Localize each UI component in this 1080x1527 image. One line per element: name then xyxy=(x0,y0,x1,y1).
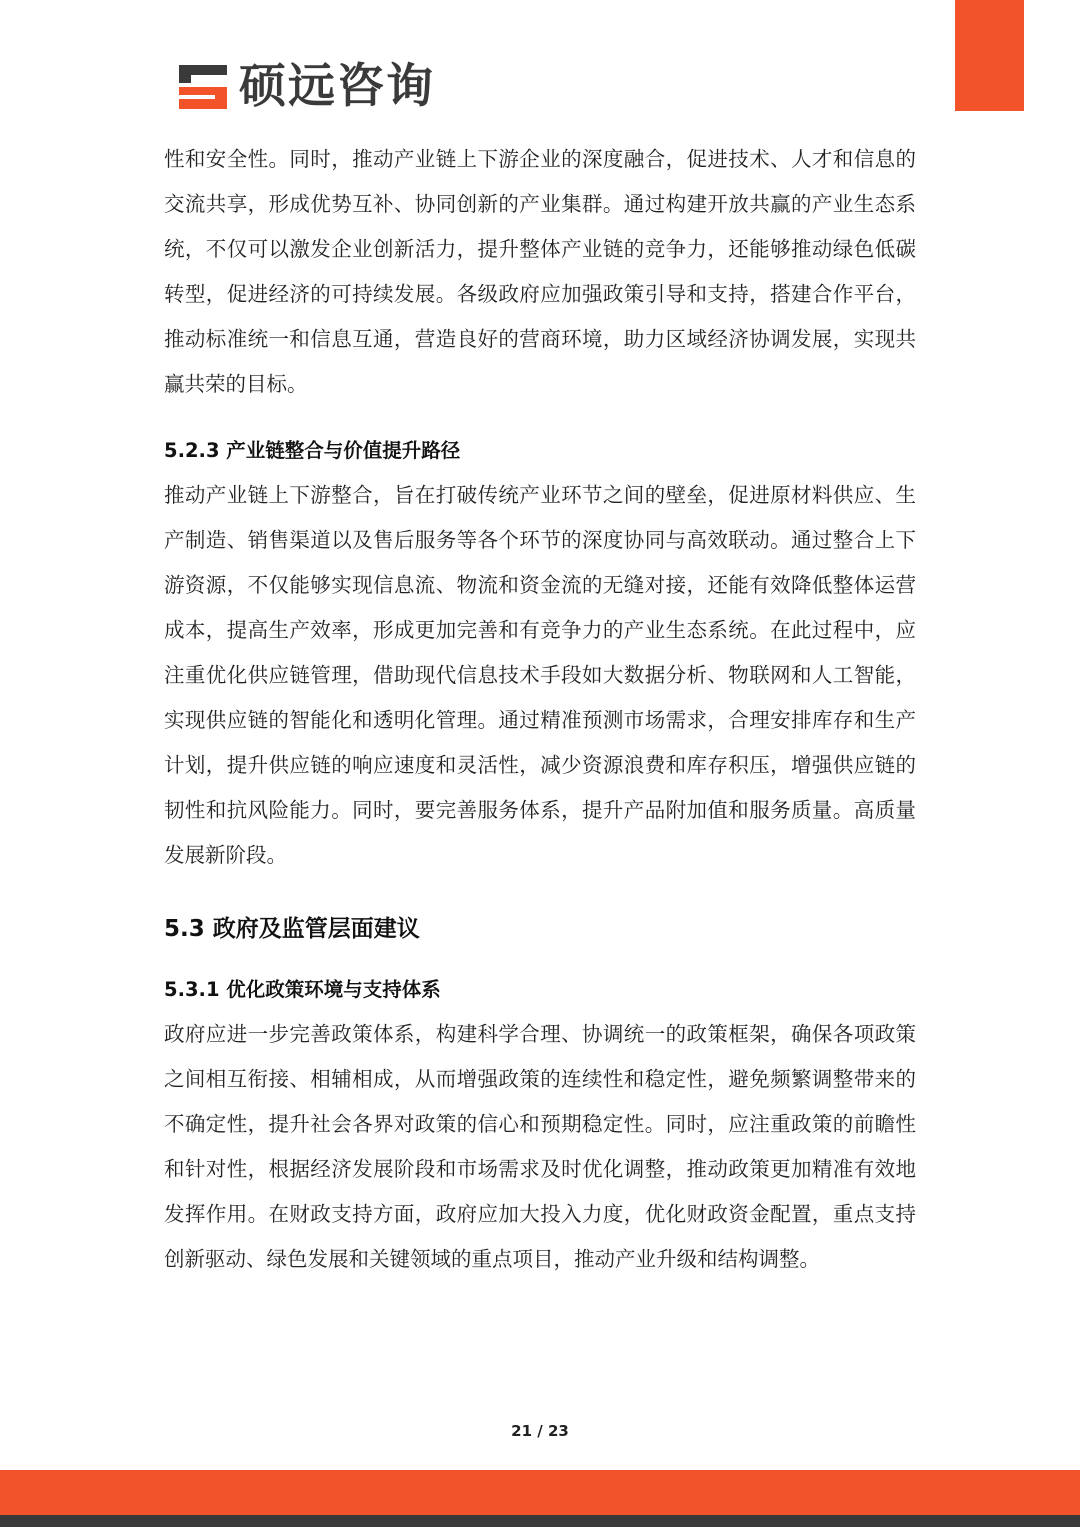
corner-accent-tab xyxy=(955,0,1024,111)
body-paragraph: 政府应进一步完善政策体系，构建科学合理、协调统一的政策框架，确保各项政策之间相互衔接、相辅相成，从而增强政策的连续性和稳定性，避免频繁调整带来的不确定性，提升社会各界对政策的信心和预期稳定性。同时，应注重政策的前瞻性和针对性，根据经济发展阶段和市场需求及时优化调整，推动政策更加精准有效地发挥作用。在财政支持方面，政府应加大投入力度，优化财政资金配置，重点支持创新驱动、绿色发展和关键领域的重点项目，推动产业升级和结构调整。 xyxy=(164,1022,916,1271)
company-logo xyxy=(175,58,435,116)
body-paragraph: 推动产业链上下游整合，旨在打破传统产业环节之间的壁垒，促进原材料供应、生产制造、销售渠道以及售后服务等各个环节的深度协同与高效联动。通过整合上下游资源，不仅能够实现信息流、物流和资金流的无缝对接，还能有效降低整体运营成本，提高生产效率，形成更加完善和有竞争力的产业生态系统。在此过程中，应注重优化供应链管理，借助现代信息技术手段如大数据分析、物联网和人工智能，实现供应链的智能化和透明化管理。通过精准预测市场需求，合理安排库存和生产计划，提升供应链的响应速度和灵活性，减少资源浪费和库存积压，增强供应链的韧性和抗风险能力。同时，要完善服务体系，提升产品附加值和服务质量。高质量发展新阶段。 xyxy=(164,483,916,867)
footer-accent-bar xyxy=(0,1470,1080,1515)
s-shaped-brand-icon xyxy=(175,61,231,113)
subsection-heading: 5.3.1 优化政策环境与支持体系 xyxy=(164,978,441,1001)
section-heading: 5.3 政府及监管层面建议 xyxy=(164,916,420,942)
page-number: 21 / 23 xyxy=(511,1422,569,1440)
document-body xyxy=(164,137,916,1282)
logo-wordmark: 硕远咨询 xyxy=(239,59,435,114)
body-paragraph: 性和安全性。同时，推动产业链上下游企业的深度融合，促进技术、人才和信息的交流共享，形成优势互补、协同创新的产业集群。通过构建开放共赢的产业生态系统，不仅可以激发企业创新活力，提升整体产业链的竞争力，还能够推动绿色低碳转型，促进经济的可持续发展。各级政府应加强政策引导和支持，搭建合作平台，推动标准统一和信息互通，营造良好的营商环境，助力区域经济协调发展，实现共赢共荣的目标。 xyxy=(164,147,916,396)
subsection-heading: 5.2.3 产业链整合与价值提升路径 xyxy=(164,439,461,462)
footer-dark-strip xyxy=(0,1515,1080,1527)
